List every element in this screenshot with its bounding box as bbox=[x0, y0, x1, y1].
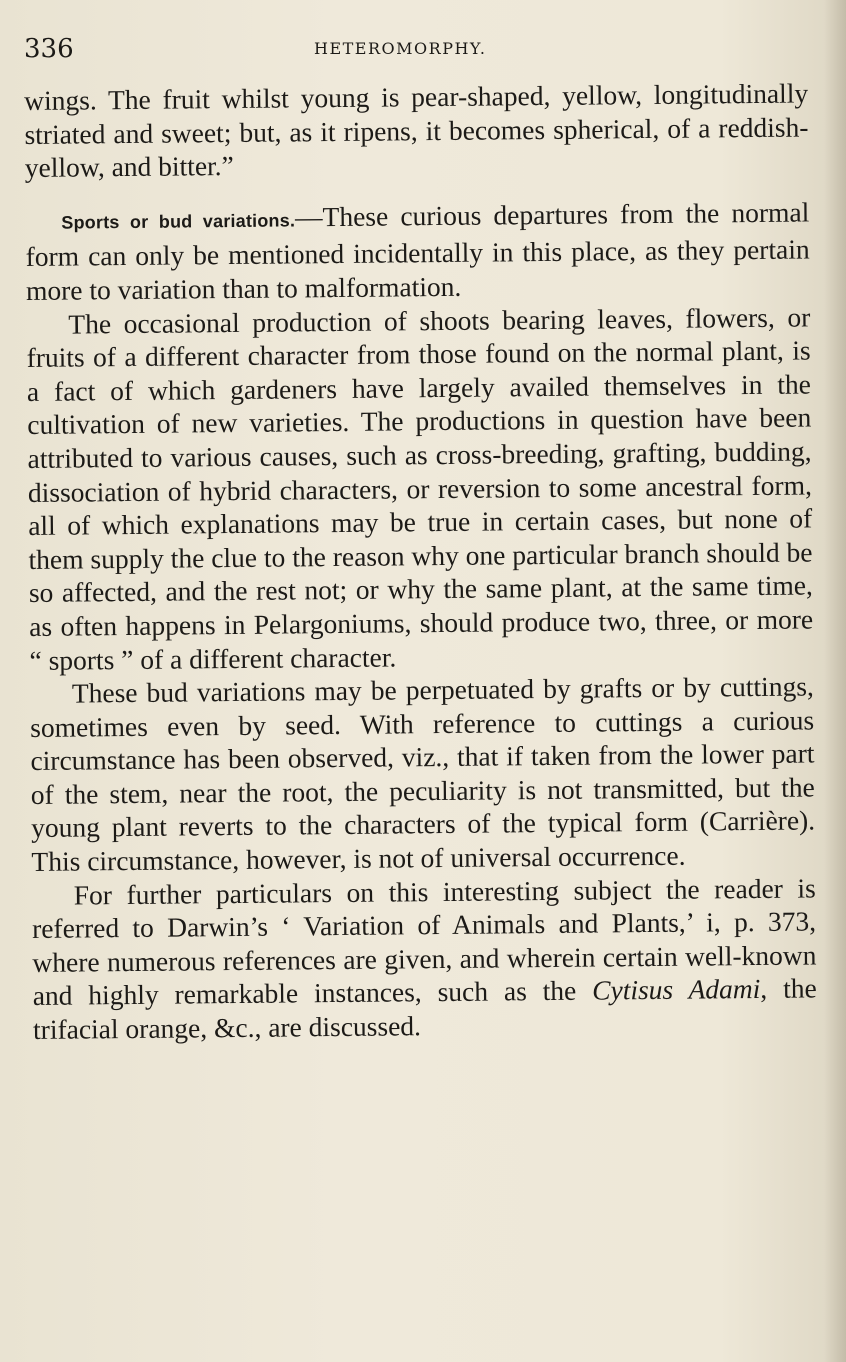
body-text bbox=[24, 76, 817, 1046]
paragraph-sports-causes: The occasional production of shoots bearing leaves, flowers, or fruits of a different character from those found on the normal plant, is a fact of which gardeners have largely availed themselves in the cultivation of new varieties. The productions in question have been attributed to various causes, such as cross-breeding, grafting, budding, dissociation of hybrid characters, or reversion to some ancestral form, all of which explanations may be true in certain cases, but none of them supply the clue to the reason why one particular branch should be so affected, and the rest not; or why the same plant, at the same time, as often happens in Pelargoniums, should produce two, three, or more “ sports ” of a different character. bbox=[26, 301, 814, 676]
further-particulars-end: , the trifacial orange, &c., are discussed. bbox=[32, 972, 817, 1045]
running-head: HETEROMORPHY. bbox=[314, 39, 487, 58]
section-intro-text: —These curious departures from the normal form can only be mentioned incidentally in this place, as they pertain more to variation than to malformation. bbox=[25, 196, 810, 306]
page-number: 336 bbox=[24, 34, 74, 64]
section-heading: Sports or bud variations. bbox=[61, 210, 296, 233]
paragraph-further-particulars bbox=[32, 871, 818, 1046]
section-paragraph bbox=[25, 195, 810, 307]
paragraph-bud-variations: These bud variations may be perpetuated by grafts or by cuttings, sometimes even by seed. With reference to cuttings a curious circumstance has been observed, viz., that if taken from the lower part of the stem, near the root, the peculiarity is not transmitted, but the young plant reverts to the characters of the typical form (Carrière). This circumstance, however, is not of universal occurrence. bbox=[30, 670, 816, 878]
further-particulars-text: For further particulars on this interesting subject the reader is referred to Darwin’s ‘ Variation of Animals and Plants,’ i, p. 373, where numerous references are given, and wherein certain well-known and highly remarkable instances, such as the bbox=[31, 872, 817, 1012]
page-edge-shadow bbox=[824, 0, 846, 1362]
page-header bbox=[24, 34, 804, 64]
cytisus-adami: Cytisus Adami bbox=[592, 973, 761, 1007]
paragraph-continued: wings. The fruit whilst young is pear-shaped, yellow, longitudinally striated and sweet; but, as it ripens, it becomes spherical, of a reddish-yellow, and bitter.” bbox=[24, 77, 809, 184]
